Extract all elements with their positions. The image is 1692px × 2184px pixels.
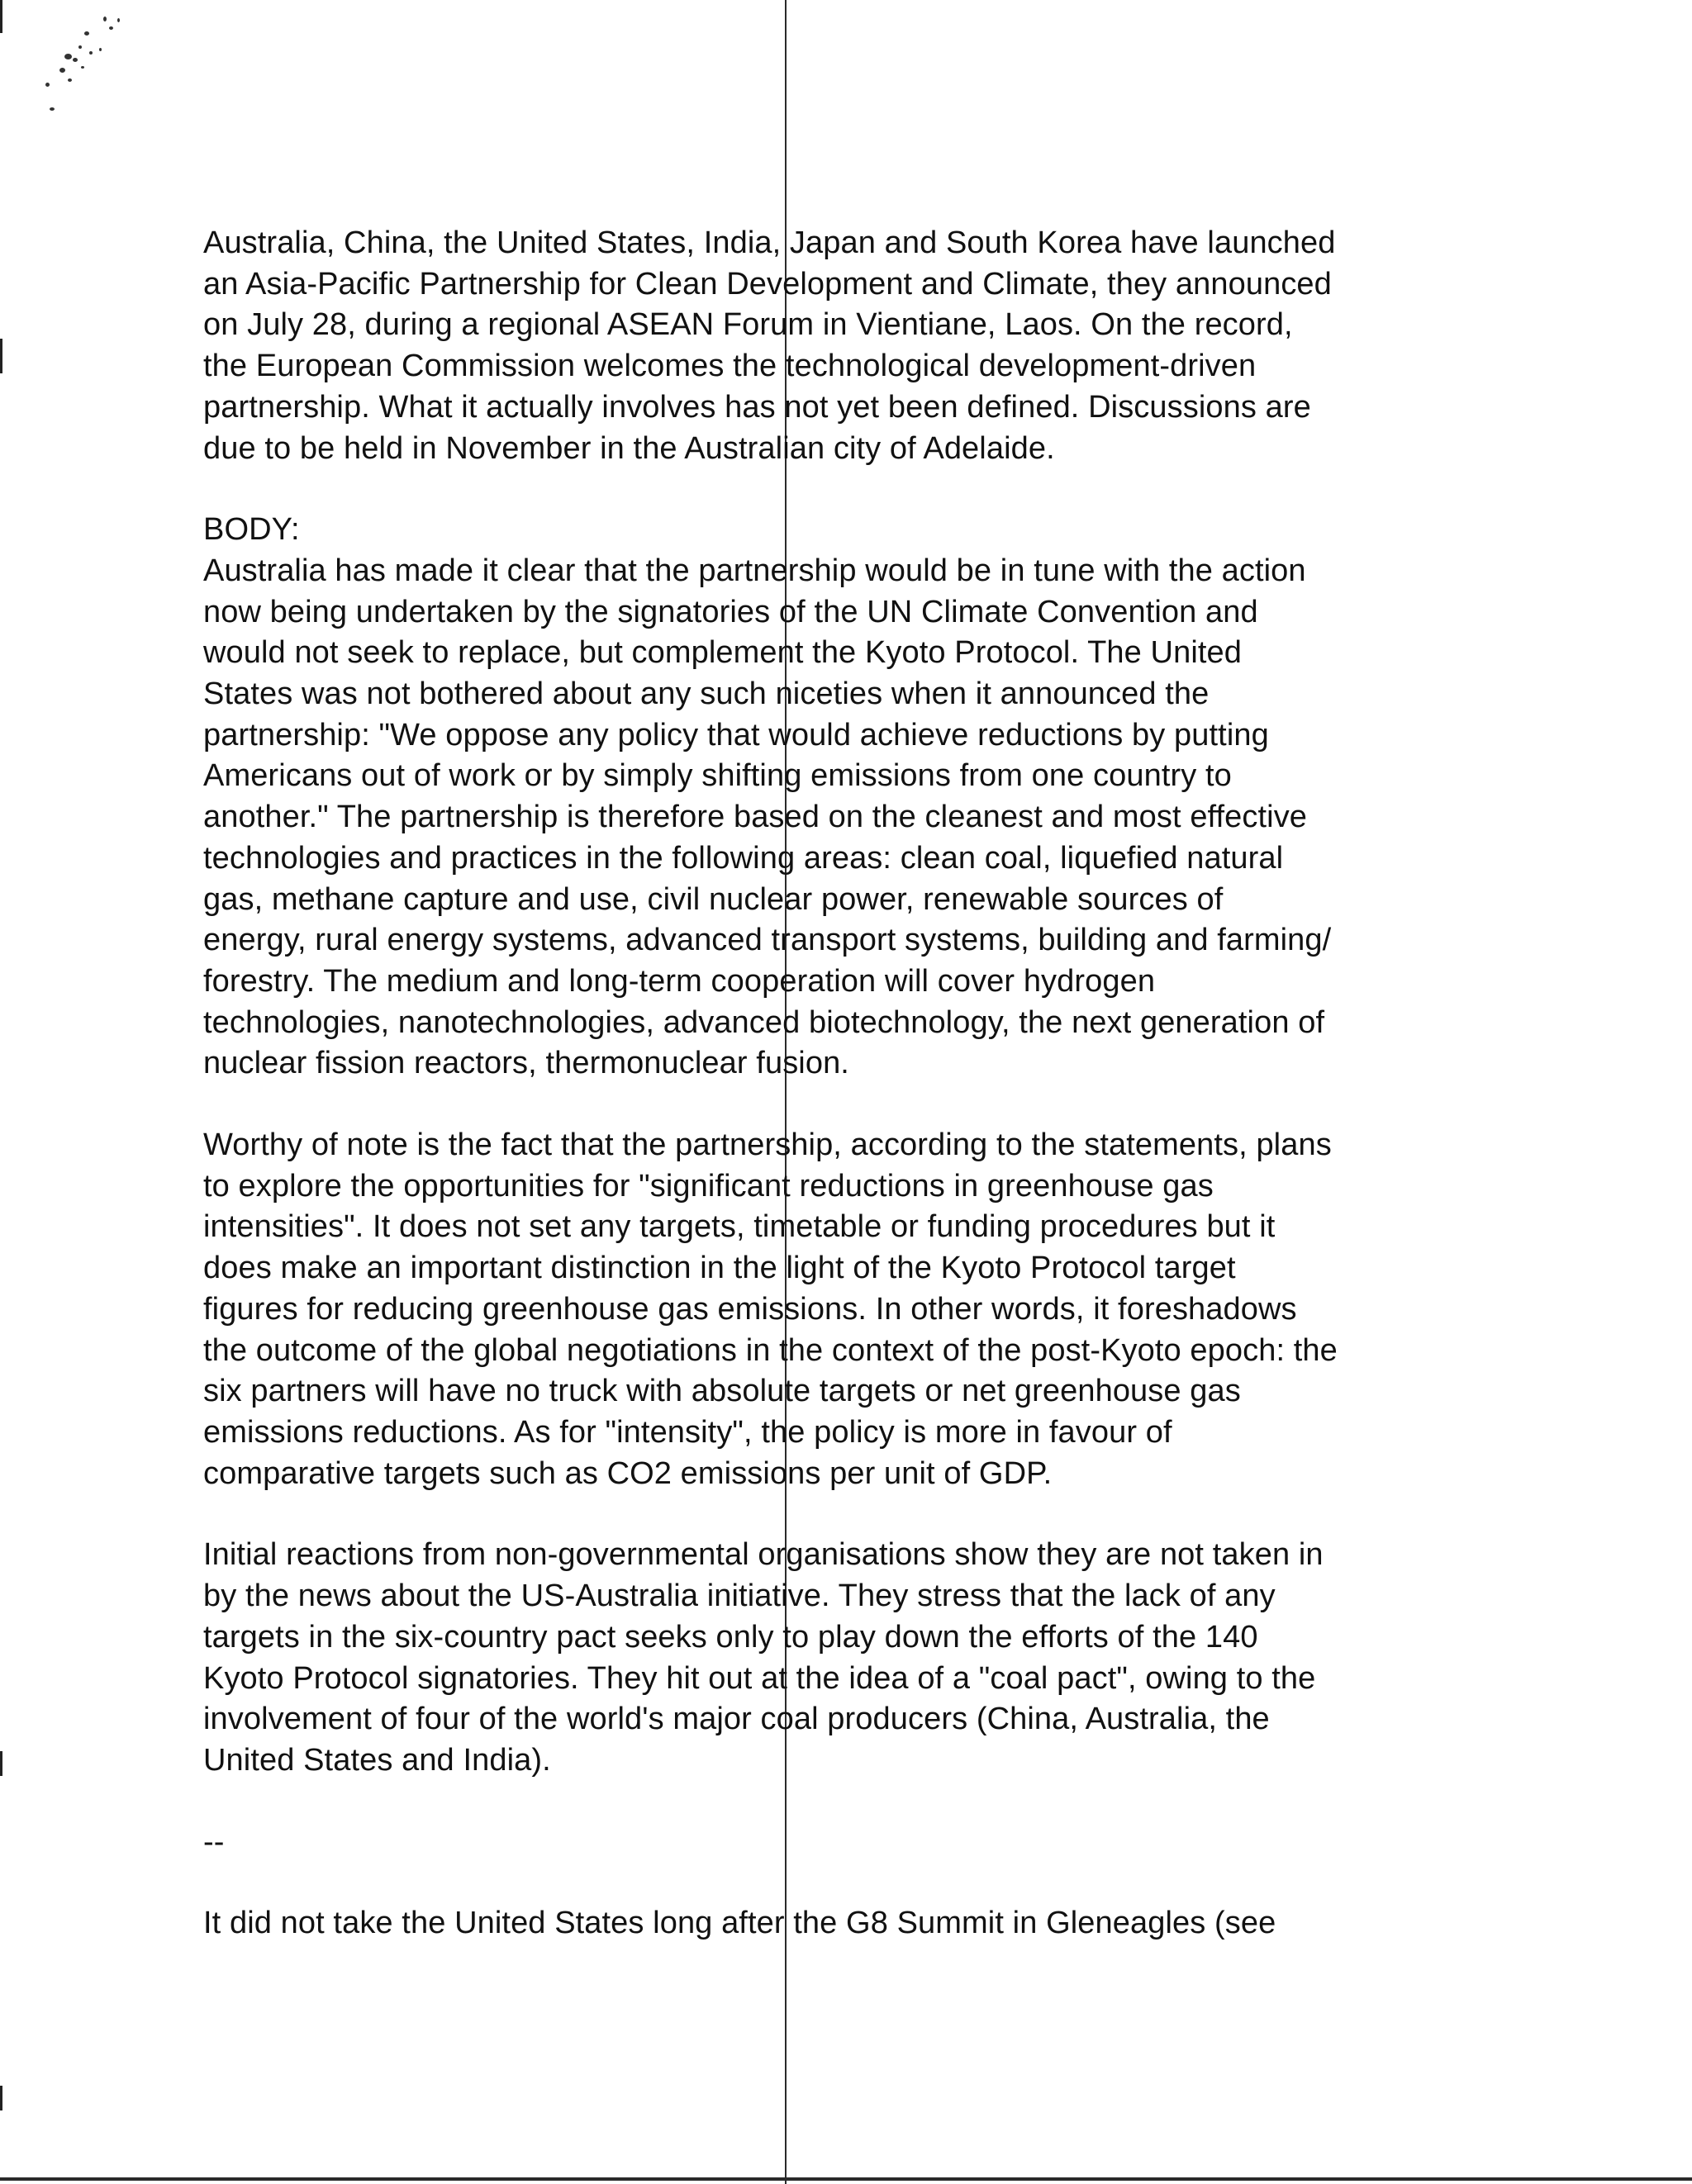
speckle [81,66,84,69]
speckle [99,48,102,51]
scan-speckle-cluster [25,8,132,116]
closing-paragraph [203,1903,1467,1944]
text-line: States was not bothered about any such niceties when it announced the [203,677,1210,712]
text-line: does make an important distinction in the light of the Kyoto Protocol target [203,1251,1236,1286]
text-line: nuclear fission reactors, thermonuclear fusion. [203,1046,849,1081]
text-line: now being undertaken by the signatories of the UN Climate Convention and [203,594,1258,629]
text-line: targets in the six-country pact seeks only to play down the efforts of the 140 [203,1619,1258,1655]
speckle [103,17,107,21]
text-line: an Asia-Pacific Partnership for Clean Development and Climate, they announced [203,266,1332,301]
bottom-edge-scan-line [0,2177,1692,2181]
speckle [68,78,72,82]
text-line: on July 28, during a regional ASEAN Forum in Vientiane, Laos. On the record, [203,307,1293,343]
text-line: It did not take the United States long after the G8 Summit in Gleneagles (see [203,1906,1276,1941]
text-line: intensities". It does not set any targets, timetable or funding procedures but it [203,1209,1276,1245]
intro-paragraph [203,223,1467,469]
left-edge-scan-mark [0,1751,2,1776]
text-line: would not seek to replace, but complement the Kyoto Protocol. The United [203,635,1242,671]
text-line: Australia, China, the United States, India, Japan and South Korea have launched [203,226,1336,260]
speckle [89,51,93,55]
text-line: the outcome of the global negotiations in the context of the post-Kyoto epoch: the [203,1332,1338,1368]
speckle [78,45,82,49]
text-line: another." The partnership is therefore based on the cleanest and most effective [203,800,1308,835]
body-paragraph-2 [203,1125,1467,1494]
paragraph-spacer [203,1863,1467,1903]
speckle [45,83,50,87]
text-line: emissions reductions. As for "intensity", the policy is more in favour of [203,1414,1172,1450]
speckle [59,68,65,73]
text-line: six partners will have no truck with absolute targets or net greenhouse gas [203,1374,1241,1409]
text-line: due to be held in November in the Australian city of Adelaide. [203,430,1055,466]
body-heading [203,510,1467,551]
text-line: forestry. The medium and long-term cooperation will cover hydrogen [203,963,1156,999]
left-edge-scan-mark [0,339,2,373]
speckle [50,107,55,111]
text-line: involvement of four of the world's major coal producers (China, Australia, the [203,1702,1270,1737]
speckle [109,26,113,30]
paragraph-spacer [203,1782,1467,1822]
text-line: comparative targets such as CO2 emissions per unit of GDP. [203,1455,1053,1491]
text-line: technologies, nanotechnologies, advanced biotechnology, the next generation of [203,1004,1325,1040]
speckle [117,18,120,22]
separator [203,1822,1467,1864]
speckle [64,54,72,59]
text-line: Worthy of note is the fact that the partnership, according to the statements, plans [203,1128,1332,1163]
text-line: Americans out of work or by simply shifting emissions from one country to [203,758,1232,794]
text-line: technologies and practices in the following areas: clean coal, liquefied natural [203,840,1284,876]
text-line: by the news about the US-Australia initiative. They stress that the lack of any [203,1579,1276,1614]
paragraph-spacer [203,1494,1467,1535]
text-line: Kyoto Protocol signatories. They hit out at the idea of a "coal pact", owing to the [203,1660,1316,1696]
left-edge-scan-mark [0,2086,2,2110]
separator-text: -- [203,1824,225,1859]
text-line: partnership: "We oppose any policy that would achieve reductions by putting [203,717,1269,753]
paragraph-spacer [203,469,1467,510]
speckle [73,58,78,62]
speckle [84,31,89,36]
text-line: partnership. What it actually involves has not yet been defined. Discussions are [203,389,1311,425]
left-edge-scan-mark [0,0,2,33]
text-line: United States and India). [203,1742,551,1778]
text-line: to explore the opportunities for "significant reductions in greenhouse gas [203,1168,1214,1204]
body-paragraph-3 [203,1535,1467,1781]
text-line: Initial reactions from non-governmental organisations show they are not taken in [203,1537,1324,1573]
section-heading: BODY: [203,512,300,548]
document-body [203,223,1467,1944]
paragraph-spacer [203,1085,1467,1125]
text-line: the European Commission welcomes the technological development-driven [203,349,1257,384]
body-paragraph-1 [203,551,1467,1085]
text-line: gas, methane capture and use, civil nuclear power, renewable sources of [203,881,1224,917]
text-line: Australia has made it clear that the partnership would be in tune with the action [203,553,1306,588]
text-line: figures for reducing greenhouse gas emissions. In other words, it foreshadows [203,1291,1297,1327]
text-line: energy, rural energy systems, advanced transport systems, building and farming/ [203,923,1332,958]
